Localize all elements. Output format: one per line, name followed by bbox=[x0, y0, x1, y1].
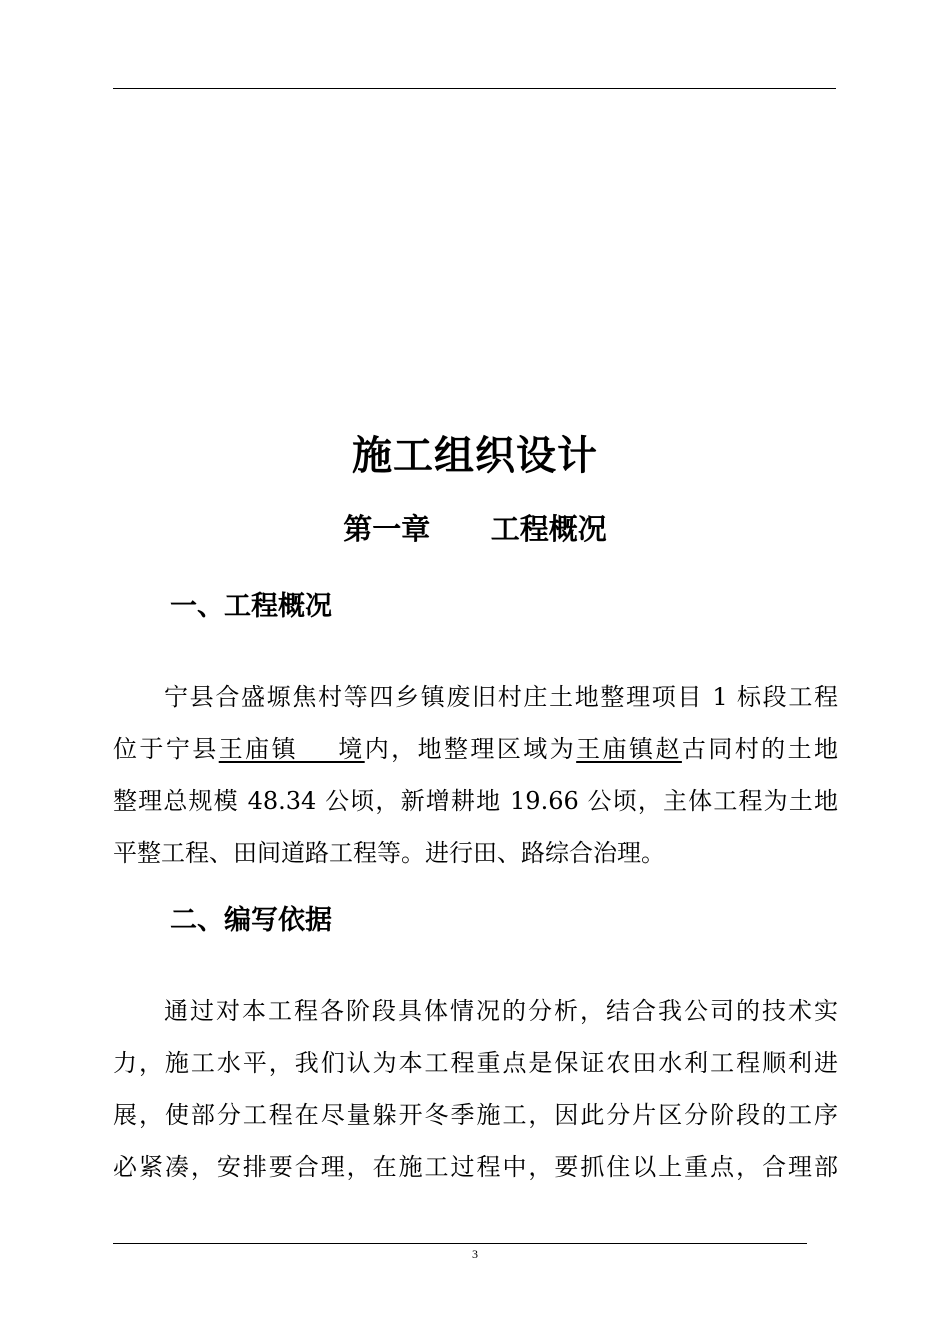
paragraph-line: 整理总规模 48.34 公顷，新增耕地 19.66 公顷，主体工程为土地 bbox=[113, 787, 838, 815]
paragraph-basis bbox=[113, 985, 838, 1193]
text-run: 古同村的土地 bbox=[681, 735, 839, 763]
paragraph-line: 宁县合盛塬焦村等四乡镇废旧村庄土地整理项目 1 标段工程 bbox=[164, 683, 838, 711]
document-title: 施工组织设计 bbox=[352, 432, 598, 479]
chapter-heading: 第一章 工程概况 bbox=[343, 512, 607, 546]
underlined-place-name: 王庙镇 境 bbox=[218, 735, 365, 763]
underlined-place-name: 王庙镇赵 bbox=[576, 735, 682, 763]
section-heading-basis: 二、编写依据 bbox=[170, 905, 332, 936]
paragraph-line: 展，使部分工程在尽量躲开冬季施工，因此分片区分阶段的工序 bbox=[113, 1101, 838, 1129]
paragraph-line: 力，施工水平，我们认为本工程重点是保证农田水利工程顺利进 bbox=[113, 1049, 838, 1077]
page-number: 3 bbox=[472, 1247, 478, 1261]
paragraph-line: 必紧凑，安排要合理，在施工过程中，要抓住以上重点，合理部 bbox=[113, 1153, 838, 1181]
footer-rule bbox=[113, 1243, 807, 1244]
section-heading-overview: 一、工程概况 bbox=[170, 591, 332, 622]
text-run: 内，地整理区域为 bbox=[364, 735, 577, 763]
text-run: 位于宁县 bbox=[113, 735, 219, 763]
paragraph-line: 通过对本工程各阶段具体情况的分析，结合我公司的技术实 bbox=[164, 997, 838, 1025]
paragraph-line bbox=[113, 723, 838, 775]
paragraph-line: 平整工程、田间道路工程等。进行田、路综合治理。 bbox=[113, 839, 665, 867]
header-rule bbox=[113, 88, 836, 89]
paragraph-overview bbox=[113, 671, 838, 879]
